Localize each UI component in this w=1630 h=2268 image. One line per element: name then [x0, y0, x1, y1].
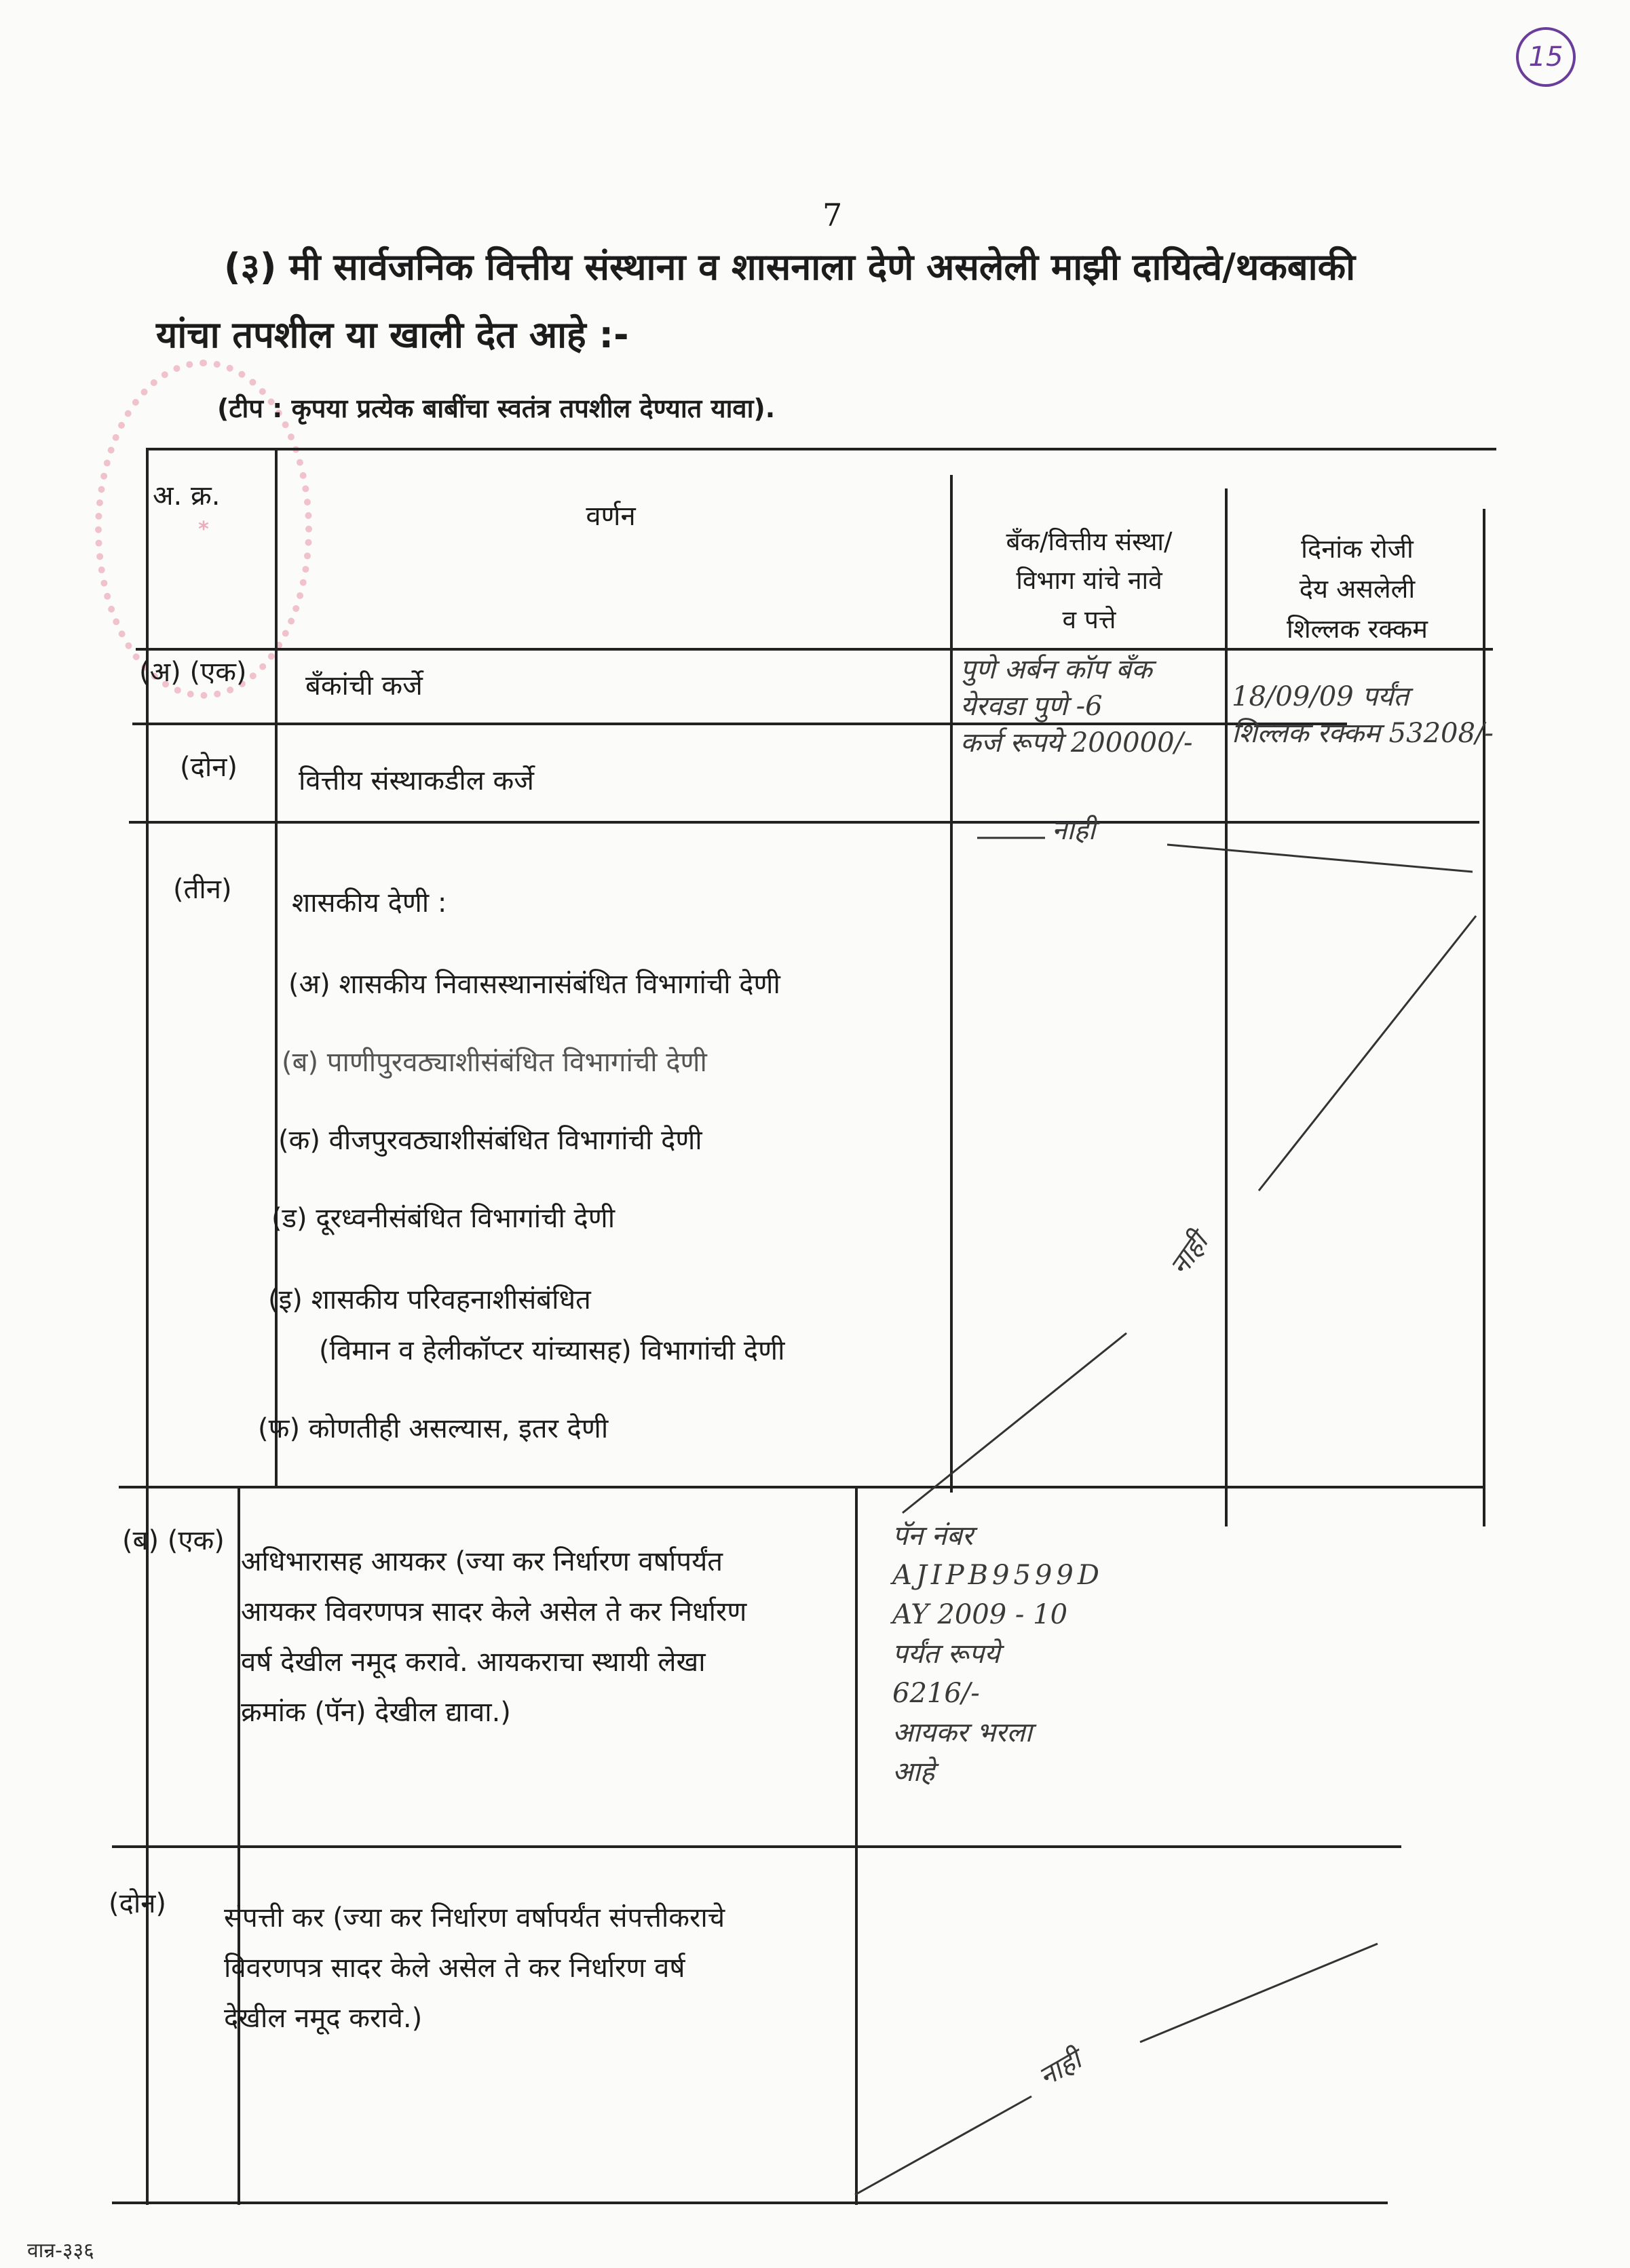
- header-serial: अ. क्र.: [153, 480, 221, 512]
- row-b2-nil-handwritten: नाही: [1033, 2044, 1087, 2093]
- handwritten-line: पुणे अर्बन कॉप बॅंक: [960, 654, 1152, 685]
- row-b1-serial: (ब) (एक): [122, 1525, 225, 1556]
- handwritten-line: AY 2009 - 10: [892, 1599, 1068, 1630]
- row-b2-description-line: विवरणपत्र सादर केले असेल ते कर निर्धारण वर्ष: [224, 1953, 685, 1984]
- circled-page-number: 15: [1516, 27, 1576, 87]
- header-institution-line: विभाग यांचे नावे: [1016, 566, 1162, 596]
- row-b2-serial: (दोन): [109, 1888, 167, 1919]
- handwritten-line: आयकर भरला: [892, 1717, 1032, 1748]
- heading-line-2: यांचा तपशील या खाली देत आहे :-: [156, 313, 629, 356]
- handwritten-line: येरवडा पुणे -6: [960, 691, 1103, 722]
- header-institution-line: बॅंक/वित्तीय संस्था/: [1006, 527, 1173, 556]
- header-description: वर्णन: [586, 501, 636, 532]
- row-b2-description-line: देखील नमूद करावे.): [224, 2003, 423, 2034]
- page-number: 7: [822, 197, 843, 233]
- row-a3-nil-handwritten: नाही: [1163, 1227, 1215, 1282]
- row-a2-serial: (दोन): [180, 752, 238, 783]
- nil-dash-line: [1167, 845, 1473, 872]
- handwritten-line: पॅन नंबर: [892, 1520, 974, 1552]
- row-b2-description-line: संपत्ती कर (ज्या कर निर्धारण वर्षापर्यंत संपत्तीकराचे: [224, 1902, 725, 1934]
- handwritten-line: AJIPB9599D: [892, 1560, 1103, 1591]
- row-a1-description: बॅंकांची कर्जे: [305, 670, 423, 701]
- row-a2-description: वित्तीय संस्थाकडील कर्जे: [299, 765, 534, 796]
- row-a3-item: (अ) शासकीय निवासस्थानासंबंधित विभागांची देणी: [288, 969, 780, 1000]
- row-a3-item: (विमान व हेलीकॉप्टर यांच्यासह) विभागांची देणी: [319, 1335, 785, 1366]
- handwritten-line: पर्यंत रूपये: [892, 1638, 1000, 1670]
- handwritten-line: आहे: [892, 1756, 935, 1788]
- row-b1-description-line: वर्ष देखील नमूद करावे. आयकराचा स्थायी लेखा: [241, 1647, 706, 1678]
- row-a2-nil-handwritten: नाही: [1052, 815, 1096, 846]
- row-a3-item: (ड) दूरध्वनीसंबंधित विभागांची देणी: [271, 1203, 615, 1234]
- diagonal-strike-line: [855, 2096, 1031, 2195]
- header-balance-line: दिनांक रोजी: [1301, 534, 1414, 564]
- diagonal-strike-line: [903, 1333, 1126, 1513]
- handwritten-line: शिल्लक रक्कम 53208/-: [1232, 718, 1494, 749]
- handwritten-line: 6216/-: [892, 1678, 980, 1709]
- header-balance-line: देय असलेली: [1299, 573, 1416, 604]
- row-a3-serial: (तीन): [173, 874, 232, 905]
- handwritten-line: कर्ज रूपये 200000/-: [960, 727, 1193, 758]
- row-b1-description-line: क्रमांक (पॅन) देखील द्यावा.): [241, 1697, 511, 1728]
- heading-line-1: (३) मी सार्वजनिक वित्तीय संस्थाना व शासनाला देणे असलेली माझी दायित्वे/थकबाकी: [224, 246, 1356, 288]
- header-institution-line: व पत्ते: [1062, 604, 1116, 634]
- row-a3-title: शासकीय देणी :: [292, 887, 447, 919]
- diagonal-strike-line: [1140, 1944, 1378, 2042]
- handwritten-line: 18/09/09 पर्यंत: [1232, 681, 1409, 712]
- row-a3-item: (क) वीजपुरवठ्याशीसंबंधित विभागांची देणी: [278, 1125, 702, 1156]
- header-balance-line: शिल्लक रक्कम: [1286, 613, 1428, 644]
- row-b1-description-line: अधिभारासह आयकर (ज्या कर निर्धारण वर्षापर्यंत: [241, 1546, 723, 1577]
- row-b1-description-line: आयकर विवरणपत्र सादर केले असेल ते कर निर्धारण: [241, 1596, 747, 1628]
- diagonal-strike-line: [1259, 916, 1476, 1191]
- stamp-star: *: [198, 517, 209, 541]
- row-a3-item: (इ) शासकीय परिवहनाशीसंबंधित: [268, 1284, 591, 1315]
- footer-form-mark: वान्र-३३६: [27, 2239, 94, 2263]
- row-a3-item: (ब) पाणीपुरवठ्याशीसंबंधित विभागांची देणी: [282, 1047, 707, 1078]
- row-a1-serial: (अ) (एक): [139, 657, 247, 688]
- instruction-note: (टीप : कृपया प्रत्येक बाबींचा स्वतंत्र तपशील देण्यात यावा).: [217, 393, 776, 423]
- row-a3-item: (फ) कोणतीही असल्यास, इतर देणी: [258, 1413, 609, 1444]
